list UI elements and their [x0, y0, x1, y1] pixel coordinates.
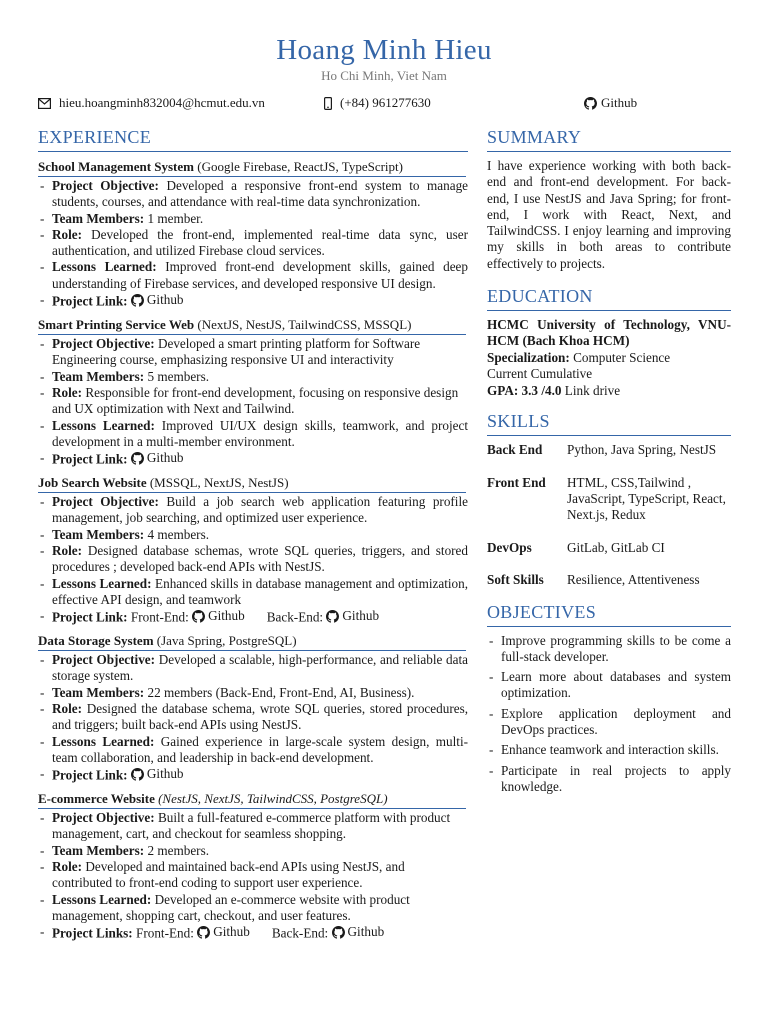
- list-item: - Lessons Learned: Improved UI/UX design skills, teamwork, and project development in a multi-member environment.: [38, 418, 468, 451]
- project-tech: (MSSQL, NextJS, NestJS): [149, 475, 289, 491]
- github-icon: [584, 97, 597, 110]
- list-item: - Team Members: 2 members.: [38, 843, 468, 859]
- project-job-search: [38, 474, 468, 626]
- backend-github-link[interactable]: Github: [326, 608, 379, 624]
- summary-heading: SUMMARY: [487, 126, 731, 152]
- email-contact[interactable]: [38, 95, 265, 111]
- list-item: - Improve programming skills to be come a full-stack developer.: [487, 633, 731, 666]
- project-ecommerce: [38, 790, 468, 942]
- skill-category: DevOps: [487, 539, 532, 555]
- project-tech: (NestJS, NextJS, TailwindCSS, PostgreSQL): [158, 791, 388, 807]
- github-text[interactable]: Github: [601, 95, 638, 110]
- project-header: [38, 159, 466, 177]
- skill-category: Back End: [487, 442, 543, 458]
- list-item: - Role: Designed the database schema, wrote SQL queries, stored procedures, and triggers; built back-end APIs using NestJS.: [38, 701, 468, 734]
- frontend-github-link[interactable]: Github: [197, 924, 250, 940]
- objectives-heading: OBJECTIVES: [487, 601, 731, 627]
- gpa-line: GPA: 3.3 /4.0 Link drive: [487, 382, 621, 398]
- list-item: - Role: Designed database schemas, wrote SQL queries, triggers, and stored procedures ; developed back-end APIs with NestJS.: [38, 543, 468, 576]
- project-tech: (NextJS, NestJS, TailwindCSS, MSSQL): [197, 317, 412, 333]
- list-item: - Team Members: 5 members.: [38, 369, 468, 385]
- summary-text: I have experience working with both back-end and front-end development. For back-end, I use NestJS and Java Spring; for front-end, I work with React, Next, and TailwindCSS. I enjoy learning and improving my skills in both areas to contribute effectively to projects.: [487, 158, 731, 271]
- objectives-list: [487, 633, 731, 796]
- list-item: - Role: Developed the front-end, implemented real-time data sync, user authentication, and utilized Firebase cloud services.: [38, 227, 468, 260]
- project-header: [38, 475, 466, 493]
- experience-column: [38, 126, 468, 948]
- list-item: - Project Link: Github: [38, 292, 468, 310]
- specialization: Specialization: Computer Science: [487, 349, 671, 365]
- list-item: - Lessons Learned: Improved front-end development skills, gained deep understanding of Firebase services, and developed responsive UI design.: [38, 259, 468, 292]
- skill-value: GitLab, GitLab CI: [567, 539, 665, 555]
- sidebar-column: [487, 126, 731, 799]
- list-item: - Team Members: 1 member.: [38, 211, 468, 227]
- candidate-name: Hoang Minh Hieu: [276, 34, 492, 66]
- cumulative-label: Current Cumulative: [487, 366, 593, 382]
- resume-header: [0, 30, 768, 84]
- list-item: - Project Objective: Developed a scalable, high-performance, and reliable data storage system.: [38, 652, 468, 685]
- github-icon: [131, 768, 144, 781]
- skill-row-devops: [487, 540, 731, 556]
- project-name: Smart Printing Service Web: [38, 317, 195, 333]
- list-item: - Team Members: 4 members.: [38, 527, 468, 543]
- project-header: [38, 633, 466, 651]
- list-item: - Project Link: Github: [38, 450, 468, 468]
- list-item: - Team Members: 22 members (Back-End, Front-End, AI, Business).: [38, 685, 468, 701]
- project-name: Data Storage System: [38, 633, 154, 649]
- frontend-github-link[interactable]: Github: [192, 608, 245, 624]
- education-heading: EDUCATION: [487, 285, 731, 311]
- list-item: - Enhance teamwork and interaction skills.: [487, 742, 731, 758]
- project-tech: (Google Firebase, ReactJS, TypeScript): [197, 159, 403, 174]
- list-item: - Role: Responsible for front-end development, focusing on responsive design and UX optimization with Next and Tailwind.: [38, 385, 468, 418]
- list-item: - Learn more about databases and system optimization.: [487, 669, 731, 702]
- candidate-location: Ho Chi Minh, Viet Nam: [321, 68, 447, 83]
- github-icon: [197, 926, 210, 939]
- skill-value: Resilience, Attentiveness: [567, 572, 700, 588]
- github-contact[interactable]: [584, 95, 637, 111]
- backend-github-link[interactable]: Github: [332, 924, 385, 940]
- project-tech: (Java Spring, PostgreSQL): [156, 633, 297, 649]
- list-item: - Participate in real projects to apply knowledge.: [487, 763, 731, 796]
- skill-value: HTML, CSS,Tailwind , JavaScript, TypeScript, React, Next.js, Redux: [567, 474, 726, 523]
- list-item: - Project Objective: Built a full-featured e-commerce platform with product management, cart, and checkout for seamless shopping.: [38, 810, 468, 843]
- skill-category: Front End: [487, 474, 546, 490]
- project-header: [38, 791, 466, 809]
- project-name: E-commerce Website: [38, 791, 155, 807]
- github-link[interactable]: Github: [131, 292, 184, 308]
- mobile-phone-icon: [324, 97, 332, 110]
- github-icon: [131, 452, 144, 465]
- skills-table: [487, 442, 731, 588]
- project-data-storage: [38, 632, 468, 784]
- education-block: [487, 317, 731, 399]
- list-item: - Lessons Learned: Enhanced skills in database management and optimization, effective API design, and teamwork: [38, 576, 468, 609]
- email-text[interactable]: hieu.hoangminh832004@hcmut.edu.vn: [59, 95, 265, 110]
- project-school-management: [38, 158, 468, 310]
- github-icon: [192, 610, 205, 623]
- list-item: - Project Objective: Developed a responsive front-end system to manage students, courses, and attendance with real-time data synchronization.: [38, 178, 468, 211]
- github-icon: [332, 926, 345, 939]
- github-link[interactable]: Github: [131, 450, 184, 466]
- skill-value: Python, Java Spring, NestJS: [567, 442, 717, 458]
- list-item: - Explore application deployment and DevOps practices.: [487, 706, 731, 739]
- project-name: Job Search Website: [38, 475, 147, 491]
- list-item: - Project Link: Github: [38, 766, 468, 784]
- contact-bar: [38, 95, 730, 113]
- project-smart-printing: [38, 316, 468, 468]
- skill-category: Soft Skills: [487, 572, 544, 588]
- experience-heading: EXPERIENCE: [38, 126, 468, 152]
- gpa-drive-link[interactable]: Link drive: [564, 382, 621, 398]
- skills-heading: SKILLS: [487, 410, 731, 436]
- phone-contact[interactable]: [324, 95, 431, 111]
- github-icon: [326, 610, 339, 623]
- list-item: - Project Links: Front-End: Github Back-End: Github: [38, 924, 468, 942]
- project-header: [38, 317, 466, 335]
- institution-name: HCMC University of Technology, VNU-HCM (Bach Khoa HCM): [487, 317, 731, 349]
- list-item: - Lessons Learned: Developed an e-commerce website with product management, shopping cart, checkout, and user features.: [38, 892, 468, 925]
- list-item: - Project Objective: Developed a smart printing platform for Software Engineering course, emphasizing responsive UI and interactivity: [38, 336, 468, 369]
- project-name: School Management System: [38, 159, 194, 174]
- phone-text[interactable]: (+84) 961277630: [340, 95, 431, 110]
- skill-row-frontend: [487, 475, 731, 524]
- github-link[interactable]: Github: [131, 766, 184, 782]
- list-item: - Project Objective: Build a job search web application featuring profile management, job searching, and optimized user experience.: [38, 494, 468, 527]
- skill-row-softskills: [487, 572, 731, 588]
- list-item: - Lessons Learned: Gained experience in large-scale system design, multi-team collaboration, and leadership in back-end development.: [38, 734, 468, 767]
- skill-row-backend: [487, 442, 731, 458]
- list-item: - Role: Developed and maintained back-end APIs using NestJS, and contributed to front-end coding to support user experience.: [38, 859, 468, 892]
- github-icon: [131, 294, 144, 307]
- list-item: - Project Link: Front-End: Github Back-End: Github: [38, 608, 468, 626]
- envelope-icon: [38, 98, 51, 109]
